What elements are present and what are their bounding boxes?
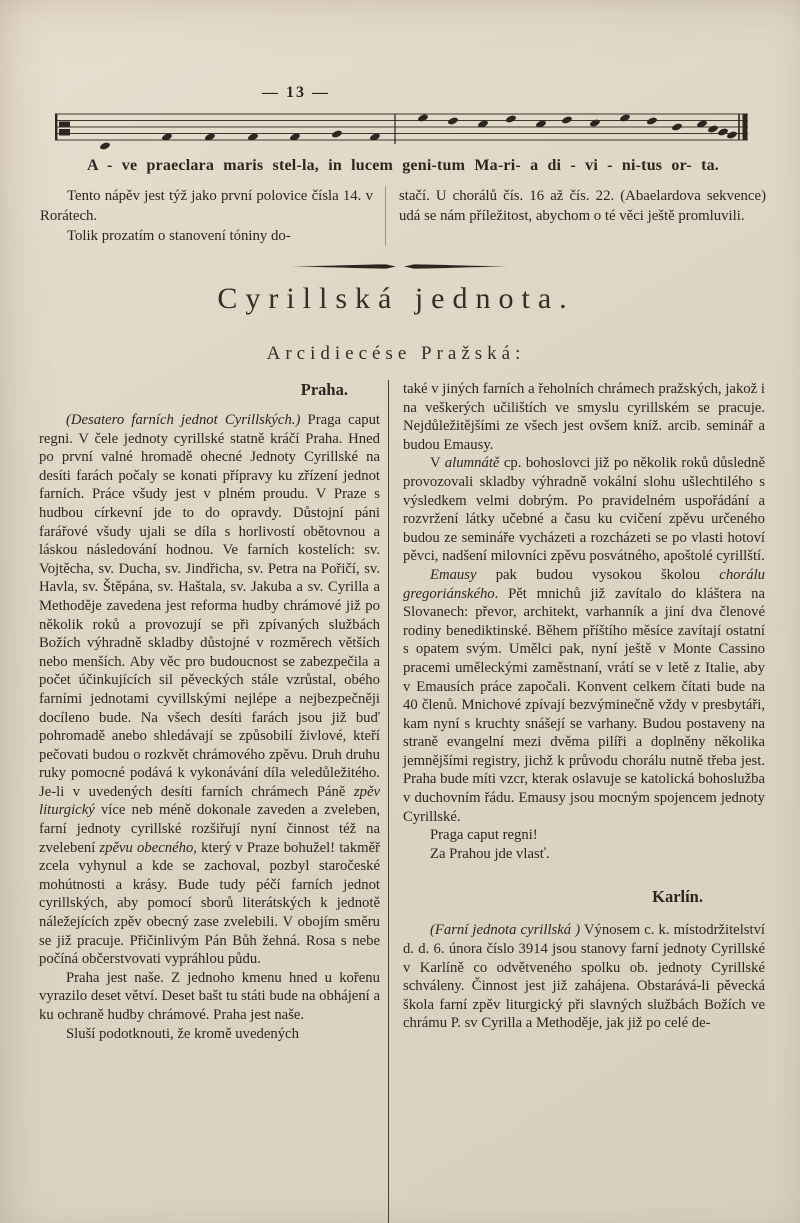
intro-right-column [386,186,766,246]
paragraph: Praga caput regni! [430,827,538,844]
intro-columns [40,186,766,246]
intro-left-column [40,186,386,246]
paragraph: Tolik prozatím o stanovení tóniny do- [67,228,291,244]
paragraph: Emausy pak budou vysokou školou chorálu gregoriánského. Pět mnichů již zavítalo do kláštera na Slovanech: převor, architekt, varhanník a jiní dva členové rodiny benediktinské. Během příštího měsíce zavítají ostatní s opatem svým. Umělci pak, nyní ještě v Monte Cassino pracemi uměleckými zaměstnaní, vrátí se v letě z Italie, aby v Emausích práce započali. Konvent celkem čítati bude na 40 členů. Mnichové zpívají bezvýminečně vždy v presbytáři, kam nyní s kruchty snášejí se varhany. Budou postaveny na straně evangelní mezi dvěma pilíři a doplněny několika jemnějšími registry, jichž k průvodu chorálu nutně třeba jest. Praha bude míti vzcr, kterak oslavuje se katolická bohoslužba v duchovním řádu. Emausy jsou mocným spojencem jednoty Cyrillské. [403,566,765,825]
paragraph: (Desatero farních jednot Cyrillských.) Praga caput regni. V čele jednoty cyrillské statně kráčí Praha. Hned po první valné hromadě ohecné Jednoty Cyrillské na desíti farách počaly se konati přípravy ku zřízení jednot farních. Práce všudy jest v plném proudu. V Praze s hudbou církevní jde to do opravdy. Důstojní páni farářové všudy ujali se díla s horlivostí obětovnou a láskou následování hodnou. Ve farních kostelích: sv. Vojtěcha, sv. Ducha, sv. Jindřicha, sv. Petra na Pořičí, sv. Havla, sv. Štěpána, sv. Haštala, sv. Jakuba a sv. Cyrilla a Methoděje zavedena jest reforma hudby chrámové již po několik roků a provozují se při zpívaných službách Božích výhradně skladby důstojné v rozměrech větších nebo menších. Aby věc pro budoucnost se zabezpečila a počet účinkujících sil pěveckých stále vzrůstal, obého farními jednotami cyvillskými nejlépe a nejbezpečněji docíleno bude. Na všech desíti farách jsou již buď pohromadě anebo shledávají se způsobilí živlové, kteří pečovati budou o rozkvět chrámového zpěvu. Druh druhu ruky pomocné podává k vykonávání díla veledůležitého. Je-li v uvedených desíti farních chrámech Páně zpěv liturgický více neb méně dokonale zaveden a zveleben, farní jednoty cyrillské rozšiřují nyní činnost též na zvelebení zpěvu obecného, který v Praze bohužel! takměř zcela vyhynul a kde se zachoval, pozbyl staročeské mohútnosti a krásy. Bude tudy péčí farních jednot cyrillských, aby pomocí sborů literátských k jednotě náležejících zpěv obecný zase zvelebili. V obojím směru se již pracuje. Přičinlivým Pán Bůh žehná. Rosa s nebe počíná občerstvovati vypráhlou půdu. [39,412,380,968]
paragraph: stačí. U chorálů čís. 16 až čís. 22. (Abaelardova sekvence) udá se nám příležitost, abychom o té věci ještě promluvili. [399,188,766,224]
music-staff [55,106,748,156]
paragraph: Sluší podotknouti, že kromě uvedených [66,1025,299,1042]
karlin-column [389,380,765,1223]
paragraph: také v jiných farních a řeholních chrámech pražských, jakož i na veškerých učilištích ve smyslu cyrillském se pracuje. Nejdůležitějšími ze všech jest ovšem kníž. arcib. seminář a budou Emausy. [403,381,765,453]
section-subtitle: Arcidiecése Pražská: [266,343,526,364]
swelled-rule [292,262,508,271]
music-notation [55,106,748,156]
chant-lyrics: A - ve praeclara maris stel-la, in lucem geni-tum Ma-ri- a di - vi - ni-tus or- ta. [86,157,719,174]
page-number: — 13 — [262,84,330,101]
praha-heading: Praha. [300,380,348,399]
praha-column [35,380,389,1223]
paragraph: Za Prahou jde vlasť. [430,845,550,862]
main-columns [35,380,765,1223]
paragraph: Tento nápěv jest týž jako první polovice čísla 14. v Rorátech. [40,188,373,224]
section-divider [292,258,508,267]
section-title: Cyrillská jednota. [217,282,575,315]
paragraph: (Farní jednota cyrillská ) Výnosem c. k. místodržitelství d. d. 6. února číslo 3914 jsou stanovy farní jednoty Cyrillské v Karlíně co odvětveného spolku ob. jednoty Cyrillské schváleny. Činnost jest již zahájena. Obstarává-li pěvecká škola farní zpěv liturgický při slavných službách Božích ve chrámu P. sv Cyrilla a Methoděje, jak již po celé de- [403,922,765,1032]
karlin-heading: Karlín. [652,887,703,907]
paragraph: Praha jest naše. Z jednoho kmenu hned u kořenu vyrazilo deset větví. Deset bašt tu státi bude na obhájení a ku ochraně hudby chrámové. Praha jest naše. [39,969,380,1023]
paragraph: V alumnátě cp. bohoslovci již po několik roků důsledně provozovali skladby výhradně vokální slohu ušlechtilého s výsledkem velmi dobrým. Po pravidelném uspořádání a rozvržení látky učebné a času ku cvičení zpěvu určeného budou ze semináře vycházeti a rozcházeti se po vlasti hotoví pěvci, nadšení milovníci zpěvu posvátného, apoštolé cyrillští. [403,455,765,565]
